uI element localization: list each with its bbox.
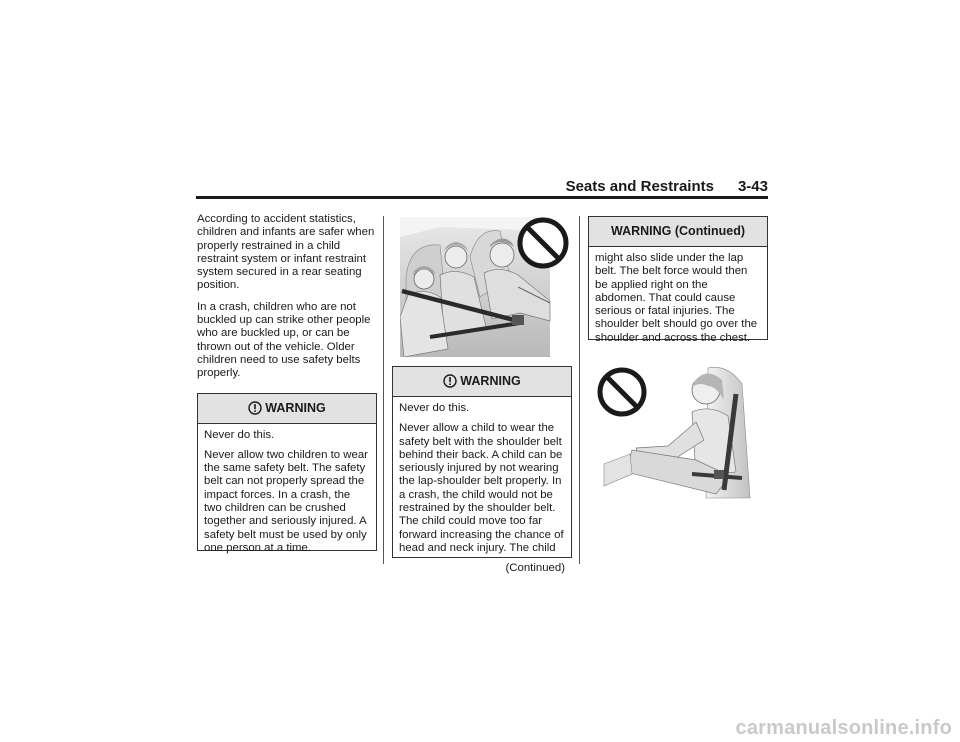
column-divider-2 (579, 216, 580, 564)
continued-label: (Continued) (505, 562, 565, 575)
warning-box (392, 366, 572, 575)
illustration-belt-behind-back (596, 364, 752, 502)
header-rule (196, 196, 768, 199)
warning-icon (443, 370, 457, 399)
warning-text: Never allow two children to wear the same safety belt. The safety belt can not properly spread the impact forces. In a crash, the two children can be crushed together and seriously injured. A safety belt must be used by only one person at a time. (204, 448, 368, 554)
footer-watermark: carmanualsonline.info (735, 717, 952, 739)
section-title: Seats and Restraints (565, 178, 714, 195)
warning-text: Never allow a child to wear the safety belt with the shoulder belt behind their back. A child can be seriously injured by not wearing the lap-shoulder belt properly. In a crash, the child would not be restrained by the shoulder belt. The child could move too far forward increasing the chance of head and neck injury. The child (399, 422, 564, 554)
column-1 (197, 213, 377, 554)
warning-icon (248, 397, 262, 426)
warning-box (197, 393, 377, 554)
illustration-two-children-one-belt (400, 217, 572, 357)
warning-header (198, 394, 376, 424)
page-number: 3-43 (737, 178, 768, 195)
warning-box-continued (588, 216, 768, 344)
warning-text: might also slide under the lap belt. The belt force would then be applied right on the abdomen. That could cause serious or fatal injuries. The shoulder belt should go over the shoulder and across the chest. (595, 252, 758, 344)
body-paragraph: According to accident statistics, children and infants are safer when properly restrained in a child restraint system or infant restraint system secured in a rear seating position. (197, 213, 375, 292)
warning-title: WARNING (265, 400, 326, 415)
warning-header (393, 367, 571, 397)
body-paragraph: In a crash, children who are not buckled up can strike other people who are buckled up, or can be thrown out of the vehicle. Older children need to use safety belts properly. (197, 300, 371, 380)
running-header (196, 178, 768, 196)
warning-header: WARNING (Continued) (589, 217, 767, 247)
column-divider-1 (383, 216, 384, 564)
warning-text: Never do this. (399, 402, 470, 414)
warning-text: Never do this. (204, 428, 275, 441)
warning-title: WARNING (460, 374, 521, 388)
